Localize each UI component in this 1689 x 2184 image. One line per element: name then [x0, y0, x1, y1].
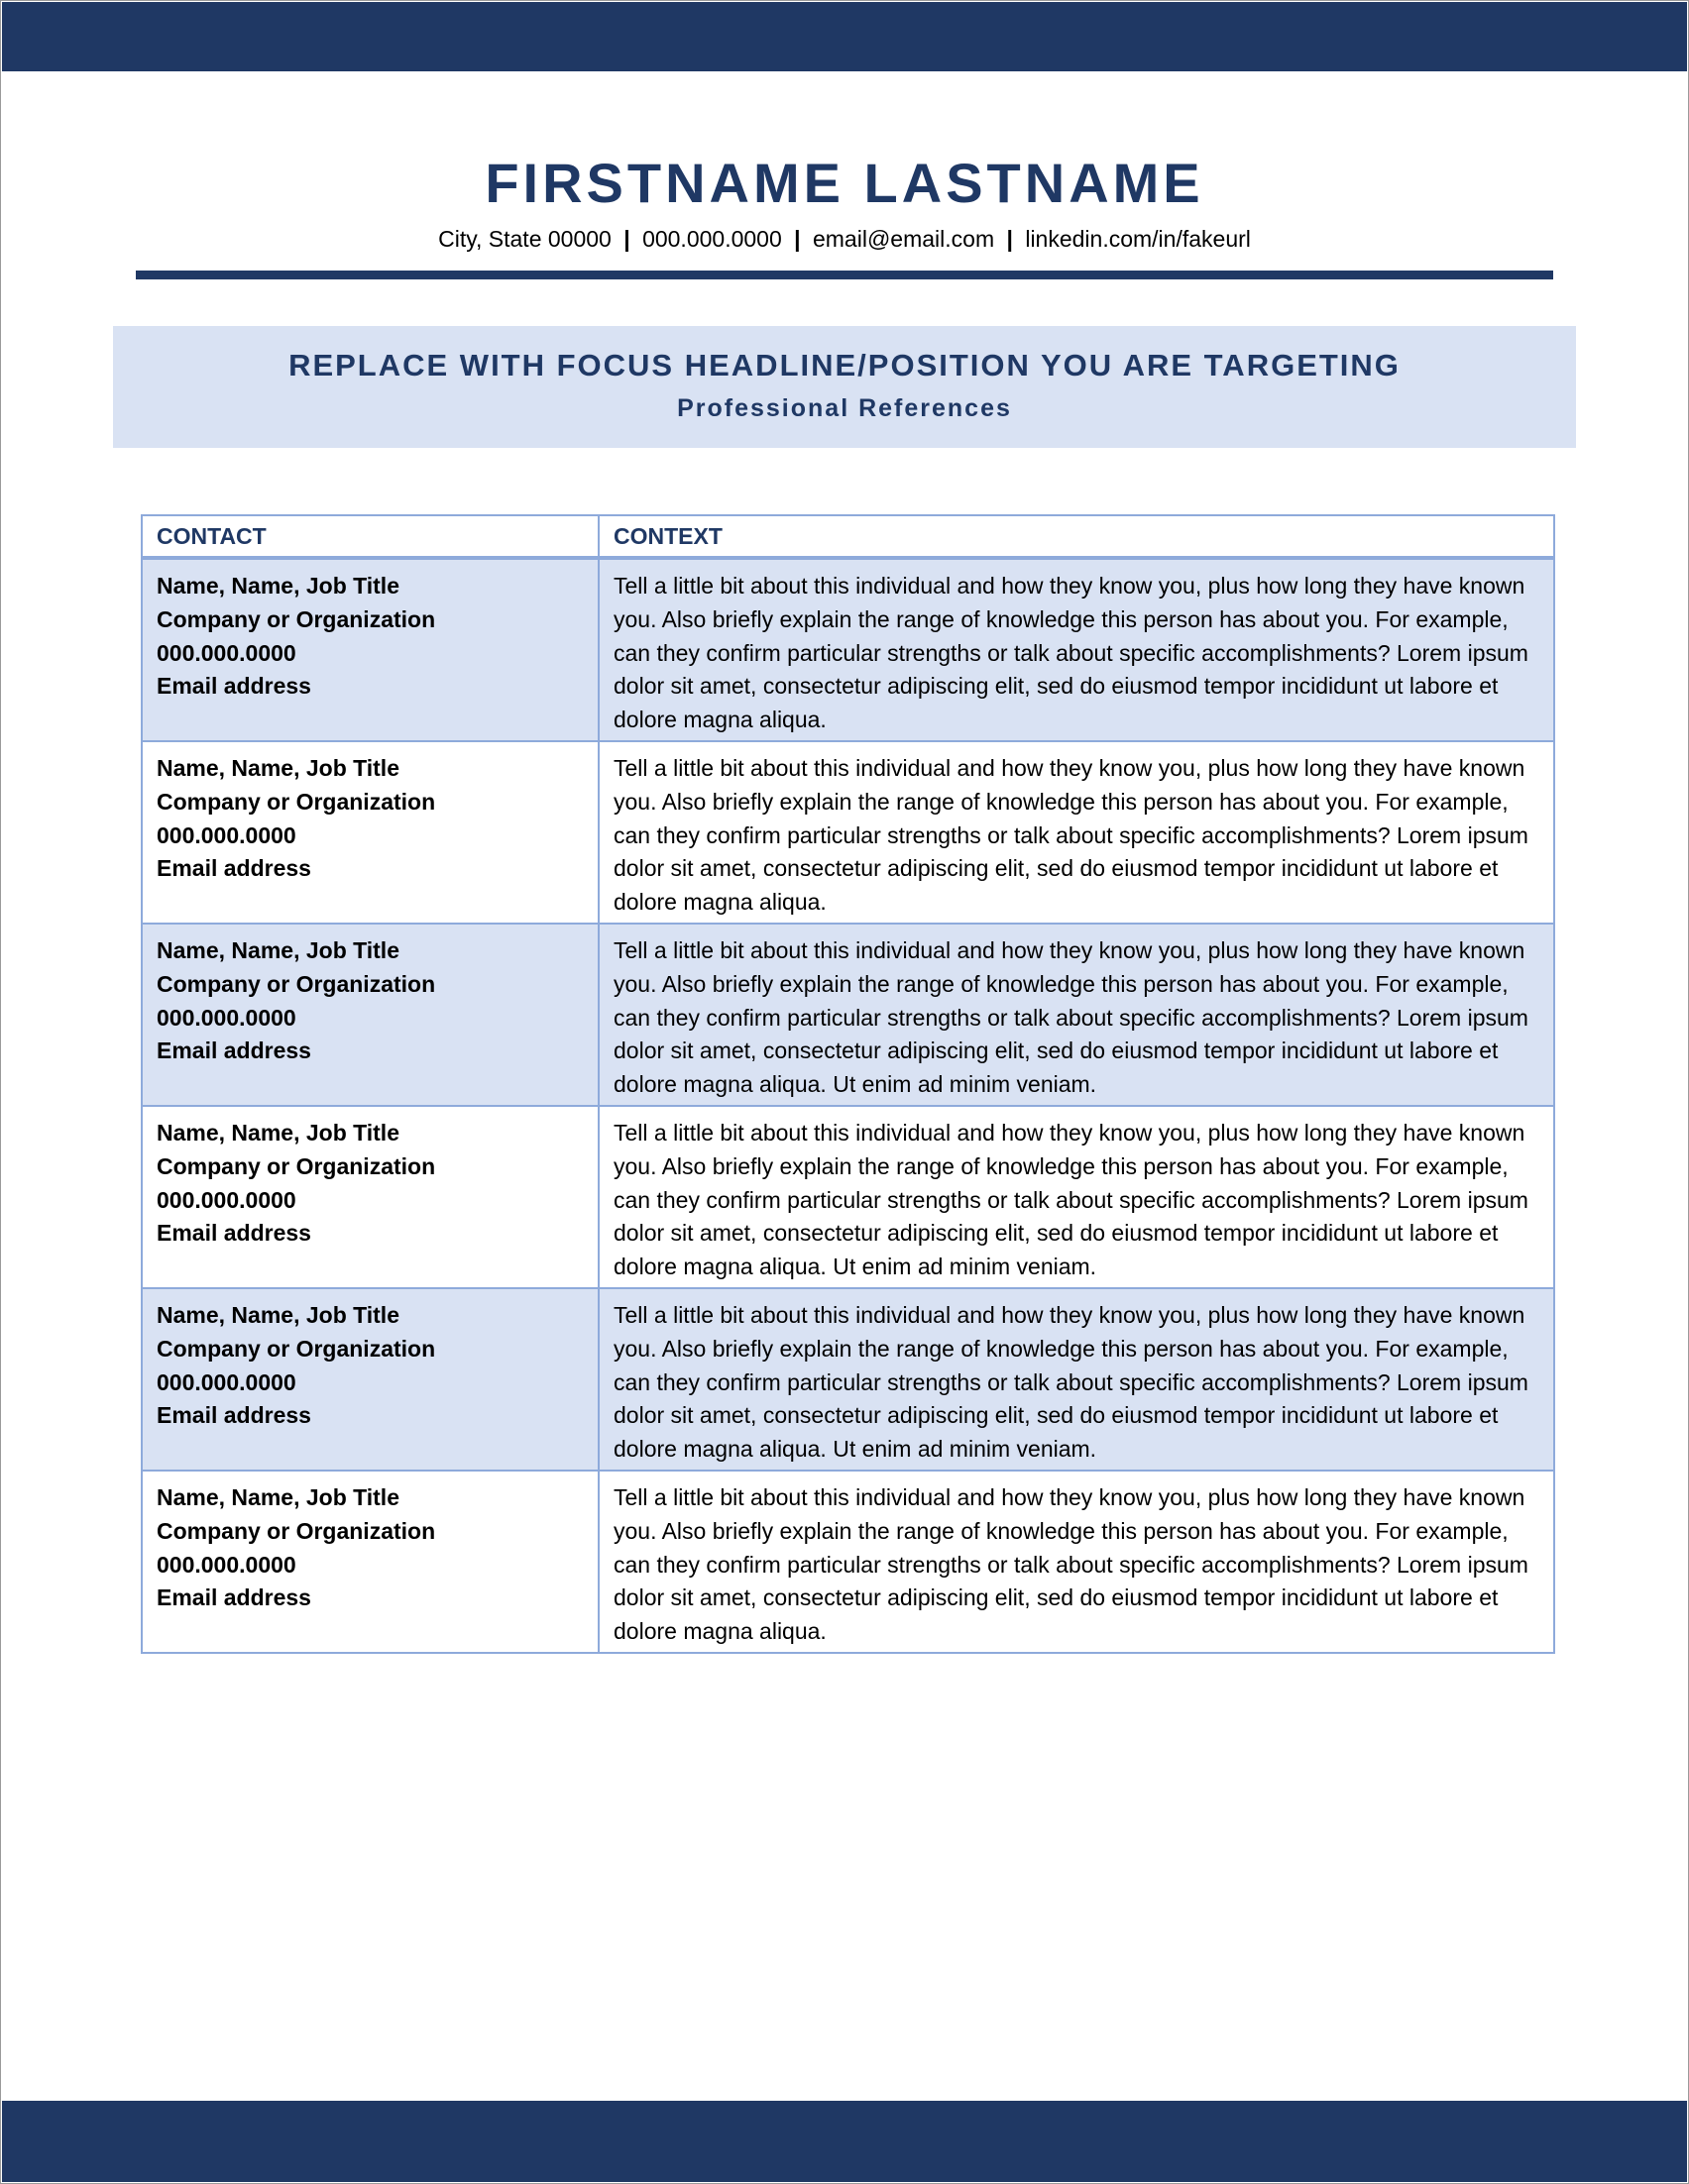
- reference-company: Company or Organization: [157, 1152, 436, 1179]
- phone: 000.000.0000: [642, 226, 782, 252]
- separator: |: [623, 226, 630, 252]
- column-header-context: CONTEXT: [599, 515, 1554, 558]
- reference-name: Name, Name, Job Title: [157, 754, 399, 781]
- bottom-color-bar: [2, 2101, 1687, 2182]
- contact-line: [0, 224, 1689, 254]
- reference-company: Company or Organization: [157, 970, 436, 997]
- document-subtitle: Professional References: [677, 394, 1012, 422]
- reference-company: Company or Organization: [157, 1335, 436, 1362]
- candidate-name: FIRSTNAME LASTNAME: [485, 152, 1204, 214]
- reference-email: Email address: [157, 855, 311, 882]
- references-table: [141, 514, 1555, 1654]
- table-row: [142, 1288, 1554, 1471]
- table-row: [142, 1106, 1554, 1288]
- context-cell: Tell a little bit about this individual and how they know you, plus how long they have known you. Also briefly explain the range of knowledge this person has about you. For example, can they confirm particular strengths or talk about specific accomplishments? Lorem ipsum dolor sit amet, consectetur adipiscing elit, sed do eiusmod tempor incididunt ut labore et dolore magna aliqua. Ut enim ad minim veniam.: [599, 1288, 1554, 1471]
- table-row: [142, 924, 1554, 1106]
- reference-phone: 000.000.0000: [157, 821, 296, 848]
- reference-phone: 000.000.0000: [157, 1368, 296, 1395]
- reference-email: Email address: [157, 1037, 311, 1064]
- contact-cell: [142, 741, 599, 924]
- reference-phone: 000.000.0000: [157, 639, 296, 666]
- top-color-bar: [2, 2, 1687, 71]
- context-cell: Tell a little bit about this individual and how they know you, plus how long they have known you. Also briefly explain the range of knowledge this person has about you. For example, can they confirm particular strengths or talk about specific accomplishments? Lorem ipsum dolor sit amet, consectetur adipiscing elit, sed do eiusmod tempor incididunt ut labore et dolore magna aliqua.: [599, 1471, 1554, 1653]
- reference-email: Email address: [157, 1402, 311, 1429]
- reference-email: Email address: [157, 1584, 311, 1611]
- separator: |: [794, 226, 801, 252]
- contact-cell: [142, 924, 599, 1106]
- reference-name: Name, Name, Job Title: [157, 1483, 399, 1510]
- reference-email: Email address: [157, 673, 311, 700]
- location: City, State 00000: [438, 226, 612, 252]
- reference-company: Company or Organization: [157, 1517, 436, 1544]
- context-cell: Tell a little bit about this individual and how they know you, plus how long they have known you. Also briefly explain the range of knowledge this person has about you. For example, can they confirm particular strengths or talk about specific accomplishments? Lorem ipsum dolor sit amet, consectetur adipiscing elit, sed do eiusmod tempor incididunt ut labore et dolore magna aliqua. Ut enim ad minim veniam.: [599, 924, 1554, 1106]
- contact-cell: [142, 1288, 599, 1471]
- table-header-row: [142, 515, 1554, 558]
- reference-email: Email address: [157, 1220, 311, 1247]
- context-cell: Tell a little bit about this individual and how they know you, plus how long they have known you. Also briefly explain the range of knowledge this person has about you. For example, can they confirm particular strengths or talk about specific accomplishments? Lorem ipsum dolor sit amet, consectetur adipiscing elit, sed do eiusmod tempor incididunt ut labore et dolore magna aliqua.: [599, 558, 1554, 741]
- reference-name: Name, Name, Job Title: [157, 936, 399, 963]
- table-row: [142, 1471, 1554, 1653]
- contact-cell: [142, 1471, 599, 1653]
- context-cell: Tell a little bit about this individual and how they know you, plus how long they have known you. Also briefly explain the range of knowledge this person has about you. For example, can they confirm particular strengths or talk about specific accomplishments? Lorem ipsum dolor sit amet, consectetur adipiscing elit, sed do eiusmod tempor incididunt ut labore et dolore magna aliqua. Ut enim ad minim veniam.: [599, 1106, 1554, 1288]
- context-cell: Tell a little bit about this individual and how they know you, plus how long they have known you. Also briefly explain the range of knowledge this person has about you. For example, can they confirm particular strengths or talk about specific accomplishments? Lorem ipsum dolor sit amet, consectetur adipiscing elit, sed do eiusmod tempor incididunt ut labore et dolore magna aliqua.: [599, 741, 1554, 924]
- reference-name: Name, Name, Job Title: [157, 1119, 399, 1146]
- headline-banner: [113, 326, 1576, 448]
- separator: |: [1006, 226, 1013, 252]
- contact-cell: [142, 1106, 599, 1288]
- reference-phone: 000.000.0000: [157, 1004, 296, 1031]
- reference-company: Company or Organization: [157, 605, 436, 632]
- reference-phone: 000.000.0000: [157, 1186, 296, 1213]
- header-rule: [136, 271, 1553, 279]
- column-header-contact: CONTACT: [142, 515, 599, 558]
- focus-headline: REPLACE WITH FOCUS HEADLINE/POSITION YOU ARE TARGETING: [288, 348, 1401, 382]
- contact-cell: [142, 558, 599, 741]
- email: email@email.com: [812, 226, 995, 252]
- table-row: [142, 558, 1554, 741]
- linkedin: linkedin.com/in/fakeurl: [1025, 226, 1251, 252]
- reference-name: Name, Name, Job Title: [157, 1301, 399, 1328]
- reference-name: Name, Name, Job Title: [157, 573, 399, 599]
- table-row: [142, 741, 1554, 924]
- reference-company: Company or Organization: [157, 788, 436, 815]
- reference-phone: 000.000.0000: [157, 1551, 296, 1578]
